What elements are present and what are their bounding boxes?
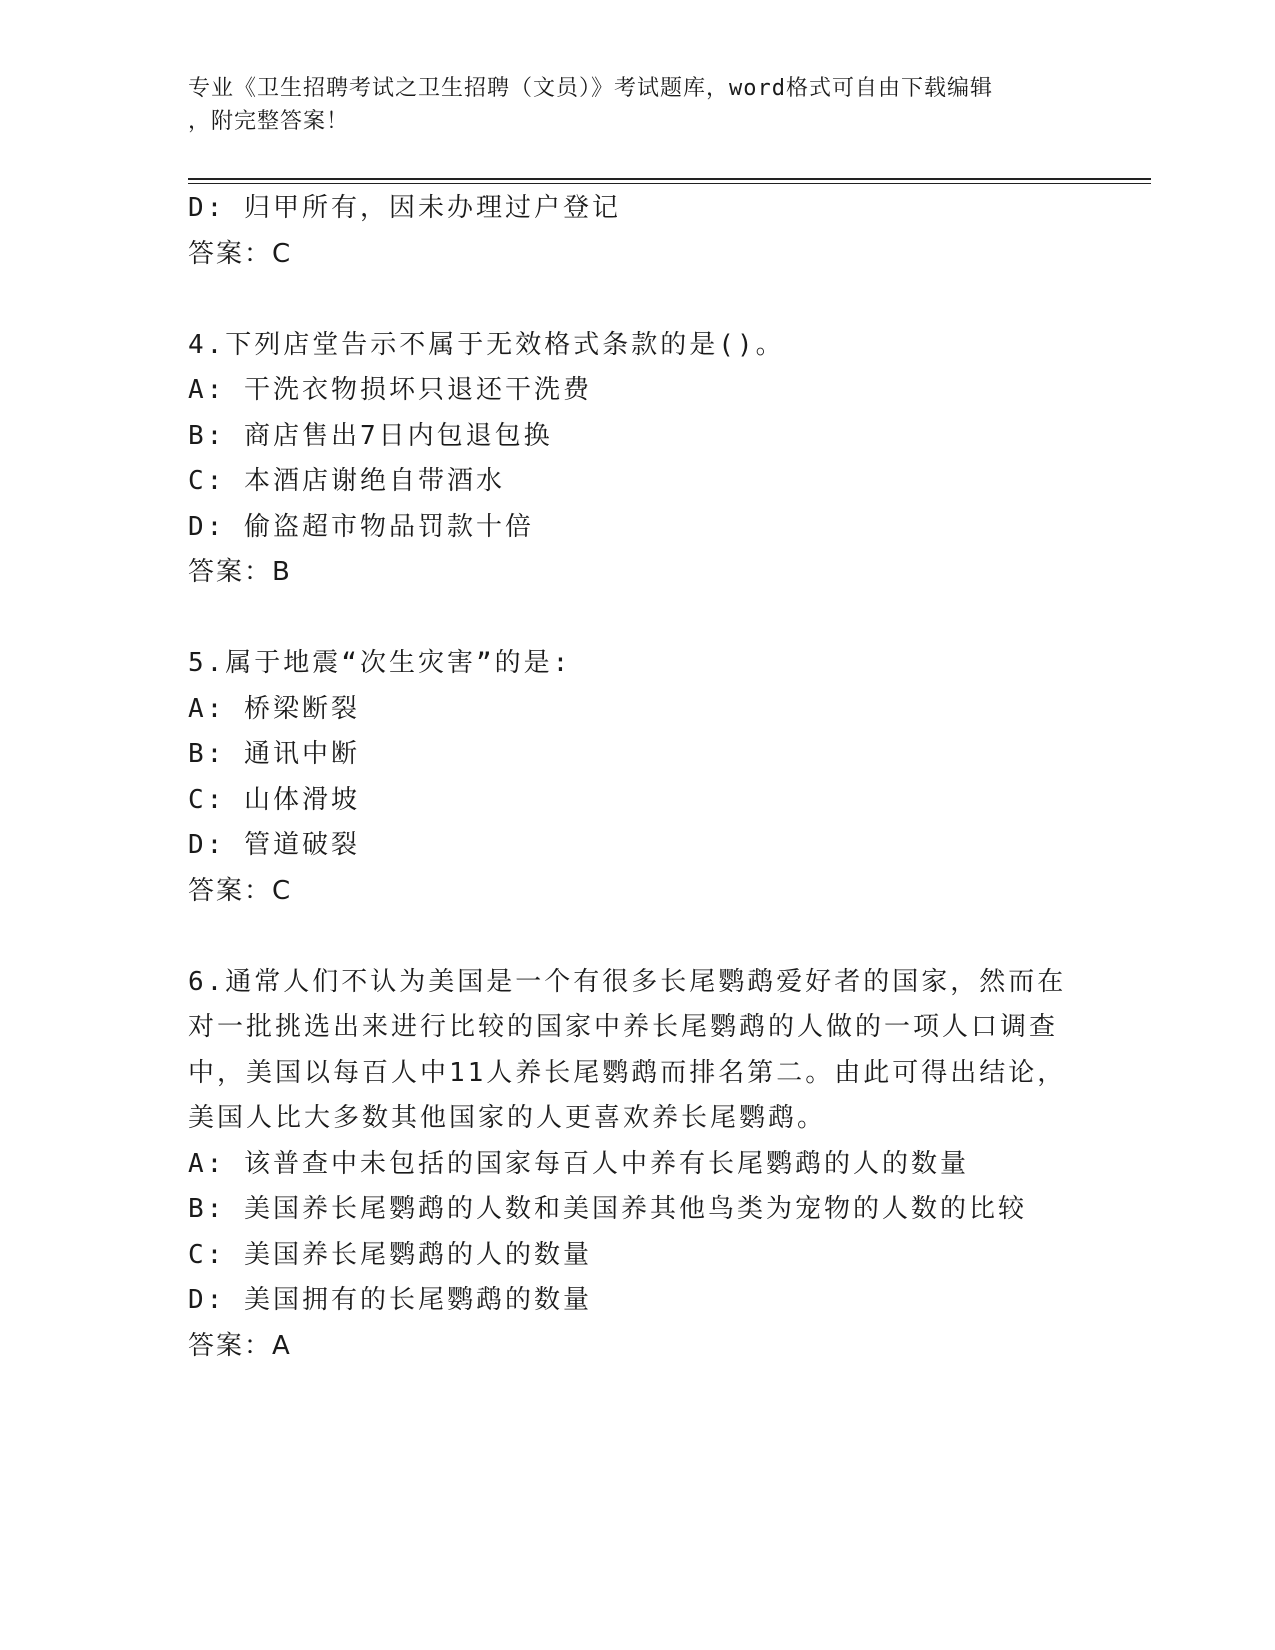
- question-content: [188, 186, 1068, 1369]
- spacer: [188, 277, 1068, 323]
- option-a: A: 该普查中未包括的国家每百人中养有长尾鹦鹉的人的数量: [188, 1148, 969, 1179]
- option-c: C: 美国养长尾鹦鹉的人的数量: [188, 1239, 592, 1270]
- option-b: B: 通讯中断: [188, 739, 360, 769]
- answer: 答案：B: [188, 557, 292, 587]
- option-c: C: 本酒店谢绝自带酒水: [188, 466, 505, 496]
- question-stem: 5.属于地震“次生灾害”的是:: [188, 648, 572, 678]
- answer: 答案：A: [188, 1330, 292, 1361]
- page-header: [188, 72, 1068, 138]
- option-d: D: 美国拥有的长尾鹦鹉的数量: [188, 1285, 592, 1315]
- option-a: A: 干洗衣物损坏只退还干洗费: [188, 375, 592, 405]
- question-stem: 4.下列店堂告示不属于无效格式条款的是()。: [188, 329, 785, 360]
- question-5: [188, 641, 1068, 914]
- header-divider: [188, 178, 1151, 184]
- carryover-option-d: D: 归甲所有，因未办理过户登记: [188, 193, 621, 223]
- option-a: A: 桥梁断裂: [188, 693, 360, 724]
- carryover-answer: 答案：C: [188, 238, 293, 269]
- option-b: B: 商店售出7日内包退包换: [188, 420, 553, 451]
- spacer: [188, 596, 1068, 642]
- header-text-line-1: 专业《卫生招聘考试之卫生招聘（文员）》考试题库，word格式可自由下载编辑: [188, 76, 993, 101]
- spacer: [188, 914, 1068, 960]
- answer: 答案：C: [188, 875, 293, 906]
- question-stem: 6.通常人们不认为美国是一个有很多长尾鹦鹉爱好者的国家，然而在对一批挑选出来进行比较的国家中养长尾鹦鹉的人做的一项人口调查中，美国以每百人中11人养长尾鹦鹉而排名第二。由此可得出结论，美国人比大多数其他国家的人更喜欢养长尾鹦鹉。: [188, 966, 1067, 1133]
- option-d: D: 偷盗超市物品罚款十倍: [188, 511, 534, 542]
- header-text-line-2: ，附完整答案！: [188, 109, 350, 134]
- option-b: B: 美国养长尾鹦鹉的人数和美国养其他鸟类为宠物的人数的比较: [188, 1194, 1027, 1224]
- question-4: [188, 323, 1068, 596]
- option-d: D: 管道破裂: [188, 830, 360, 860]
- option-c: C: 山体滑坡: [188, 784, 360, 815]
- question-6: [188, 960, 1068, 1370]
